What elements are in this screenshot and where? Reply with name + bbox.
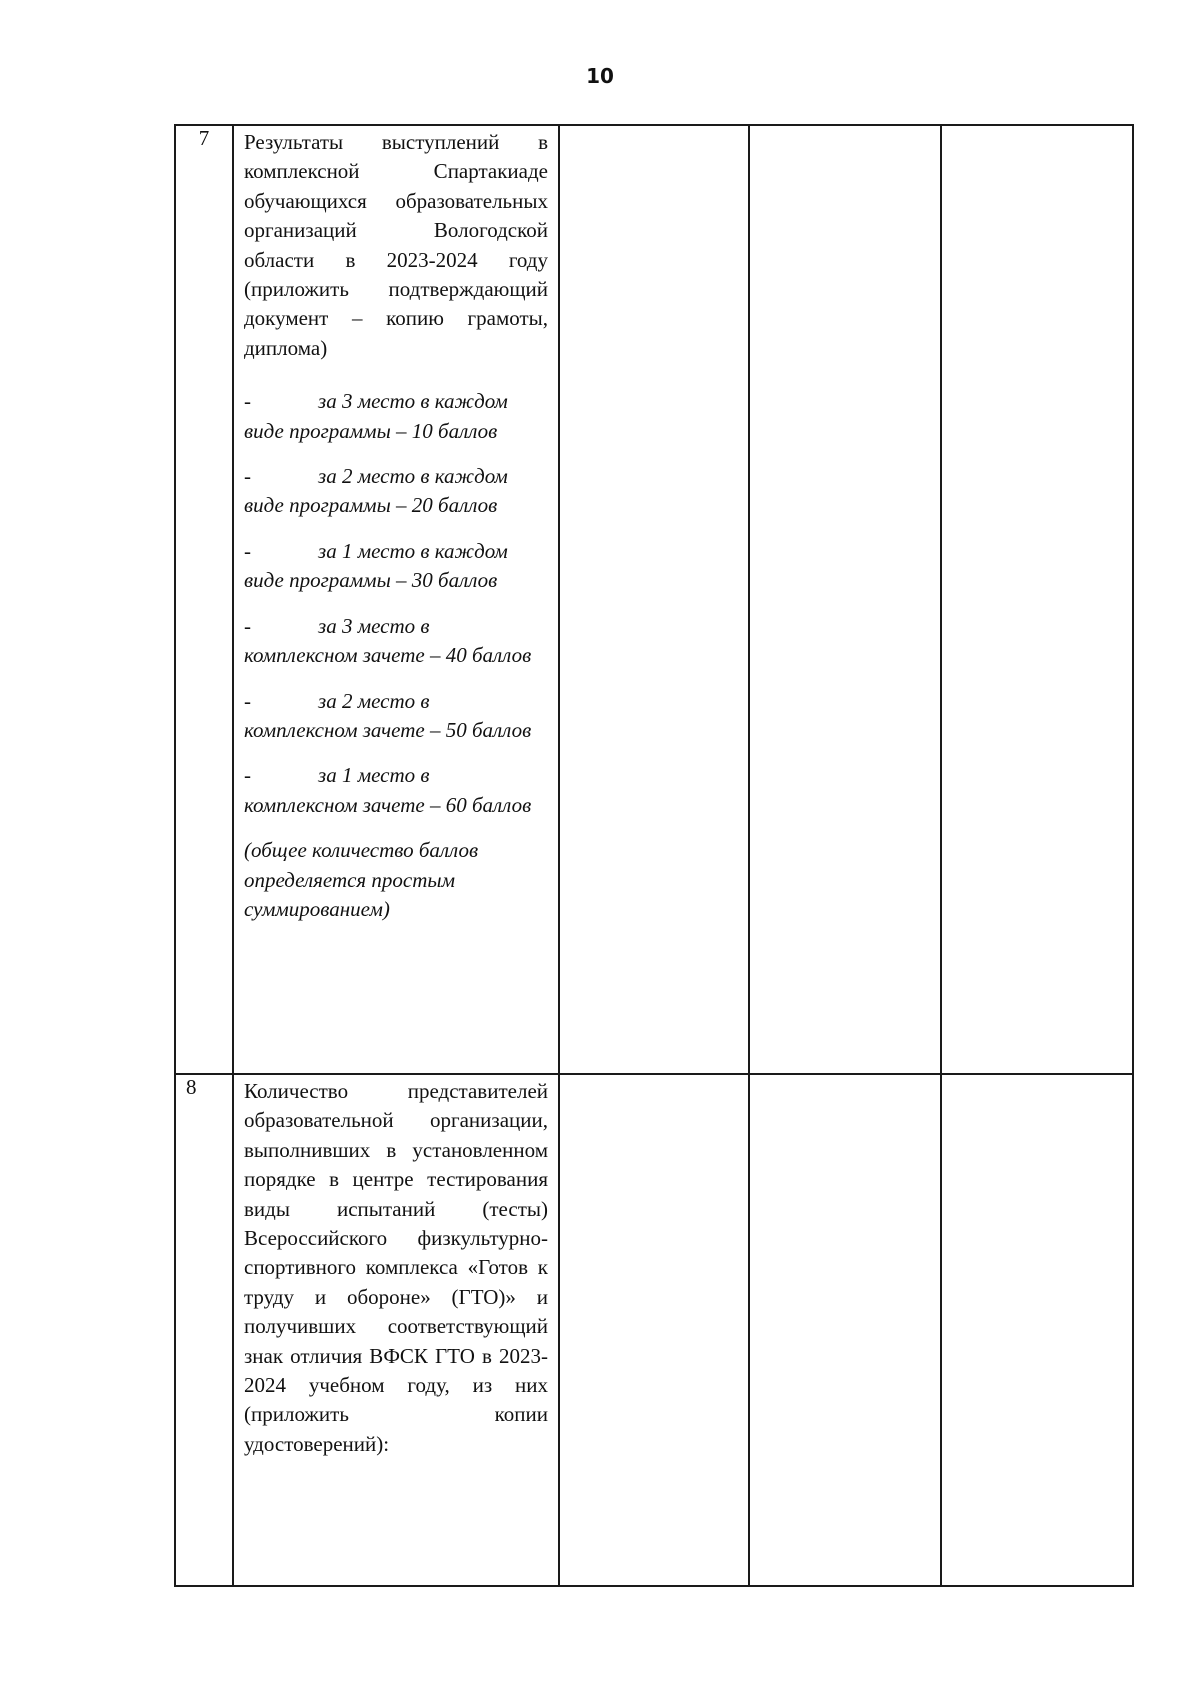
score-item: - за 1 место в комплексном зачете – 60 баллов bbox=[244, 763, 532, 817]
criterion-description: Результаты выступлений в комплексной Спартакиаде обучающихся образовательных организаций Вологодской области в 2023-2024 году (приложить подтверждающий документ – копию грамоты, диплома) bbox=[244, 130, 548, 360]
list-dash: - bbox=[244, 464, 251, 489]
score-item: - за 3 место в каждом виде программы – 10 баллов bbox=[244, 389, 508, 443]
empty-cell bbox=[559, 125, 749, 1074]
list-dash: - bbox=[244, 538, 251, 563]
page-number: 10 bbox=[586, 64, 614, 88]
criterion-cell bbox=[233, 125, 559, 1074]
score-item: - за 2 место в каждом виде программы – 20 баллов bbox=[244, 464, 508, 518]
table-row-7 bbox=[175, 125, 1133, 1074]
scoring-note: (общее количество баллов определяется простым суммированием) bbox=[244, 838, 479, 921]
empty-cell bbox=[749, 1074, 941, 1586]
list-dash: - bbox=[244, 389, 251, 414]
score-item: - за 1 место в каждом виде программы – 30 баллов bbox=[244, 538, 508, 593]
criterion-cell bbox=[233, 1074, 559, 1586]
empty-cell bbox=[749, 125, 941, 1074]
score-item: - за 2 место в комплексном зачете – 50 баллов bbox=[244, 688, 532, 742]
list-dash: - bbox=[244, 613, 251, 638]
list-dash: - bbox=[244, 763, 251, 788]
empty-cell bbox=[559, 1074, 749, 1586]
criterion-description: Количество представителей образовательной организации, выполнивших в установленном порядке в центре тестирования виды испытаний (тесты) Всероссийского физкультурно-спортивного комплекса «Готов к труду и обороне» (ГТО)» и получивших соответствующий знак отличия ВФСК ГТО в 2023-2024 учебном году, из них (приложить копии удостоверений): bbox=[244, 1079, 548, 1456]
empty-cell bbox=[941, 1074, 1133, 1586]
score-item: - за 3 место в комплексном зачете – 40 баллов bbox=[244, 613, 532, 668]
row-number: 8 bbox=[175, 1074, 233, 1586]
table-row-8 bbox=[175, 1074, 1133, 1586]
criteria-table bbox=[174, 124, 1134, 1587]
empty-cell bbox=[941, 125, 1133, 1074]
row-number: 7 bbox=[175, 125, 233, 1074]
list-dash: - bbox=[244, 688, 251, 713]
